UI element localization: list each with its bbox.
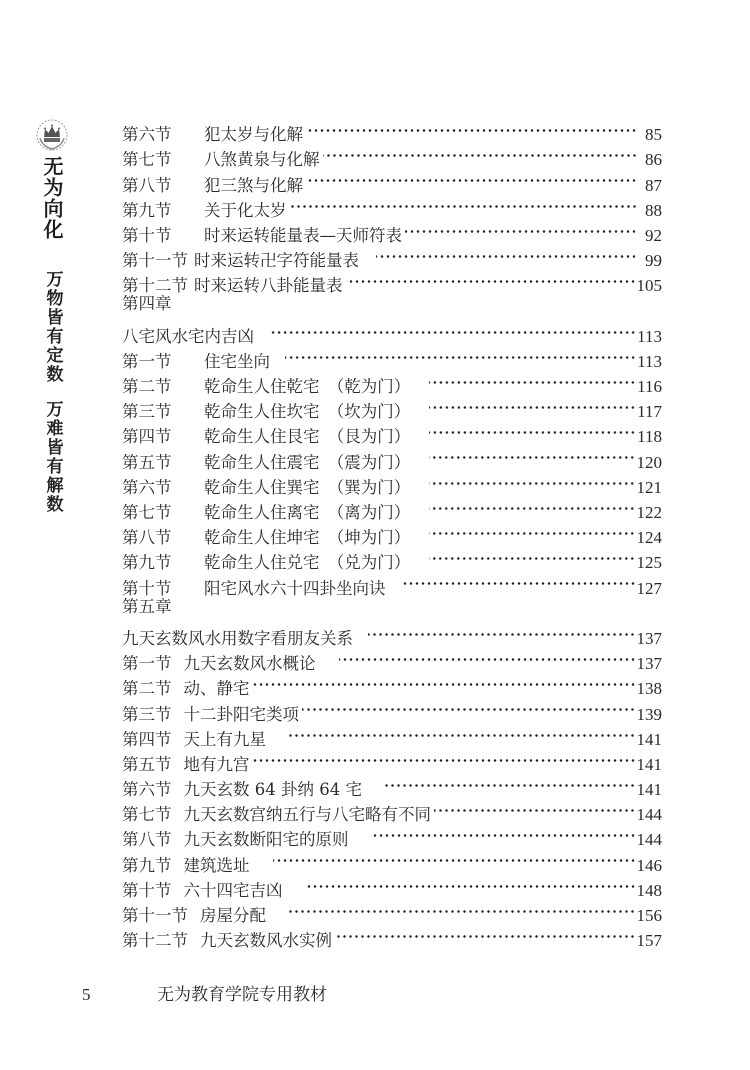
section-title: 八煞黄泉与化解 bbox=[204, 150, 320, 170]
leader-dots bbox=[288, 191, 638, 216]
leader-dots bbox=[283, 342, 636, 367]
side-banner bbox=[28, 118, 76, 514]
section-number: 第四节 bbox=[122, 729, 172, 749]
leader-dots bbox=[427, 417, 636, 442]
section-title: 乾命生人住兑宅 （兑为门） bbox=[204, 553, 411, 573]
section-number: 第六节 bbox=[122, 780, 172, 800]
section-number: 第十节 bbox=[122, 578, 172, 598]
section-number: 第三节 bbox=[122, 704, 172, 724]
page-number: 118 bbox=[637, 427, 662, 447]
leader-dots bbox=[399, 568, 636, 593]
page-number: 121 bbox=[636, 477, 662, 497]
section-number: 第八节 bbox=[122, 528, 172, 548]
page-number: 88 bbox=[645, 200, 662, 220]
section-title: 时来运转能量表—天师符表 bbox=[204, 225, 402, 245]
page-number: 137 bbox=[636, 628, 662, 648]
leader-dots bbox=[427, 468, 635, 493]
page-number: 148 bbox=[636, 880, 662, 900]
section-title: 六十四宅吉凶 bbox=[183, 880, 283, 900]
page-number: 141 bbox=[636, 780, 662, 800]
leader-dots bbox=[344, 266, 636, 291]
leader-dots bbox=[432, 795, 636, 820]
section-title: 时来运转八卦能量表 bbox=[194, 276, 343, 296]
page-number: 92 bbox=[645, 225, 662, 245]
section-number: 第十一节 bbox=[122, 906, 188, 925]
toc-entry[interactable] bbox=[122, 115, 662, 145]
leader-dots bbox=[333, 921, 636, 946]
leader-dots bbox=[427, 392, 636, 417]
page-number: 117 bbox=[637, 402, 662, 422]
section-number: 第四节 bbox=[122, 427, 172, 447]
section-number: 第八节 bbox=[122, 830, 172, 850]
page-number: 144 bbox=[636, 805, 662, 825]
page-footer bbox=[82, 980, 327, 1005]
leader-dots bbox=[374, 241, 637, 266]
section-title: 乾命生人住巽宅 （巽为门） bbox=[204, 477, 411, 497]
chapter-title: 八宅风水宅内吉凶 bbox=[122, 326, 254, 346]
section-title: 阳宅风水六十四卦坐向诀 bbox=[204, 578, 386, 598]
section-title: 建筑选址 bbox=[183, 855, 250, 875]
leader-dots bbox=[271, 845, 636, 870]
page-number: 113 bbox=[637, 326, 662, 346]
leader-dots bbox=[427, 493, 635, 518]
leader-dots bbox=[287, 720, 636, 745]
page-number: 157 bbox=[636, 931, 662, 951]
section-title: 住宅坐向 bbox=[204, 351, 270, 371]
section-number: 第十节 bbox=[122, 225, 172, 245]
leader-dots bbox=[383, 770, 636, 795]
section-title: 犯太岁与化解 bbox=[204, 125, 303, 145]
page-number: 156 bbox=[636, 906, 662, 925]
leader-dots bbox=[321, 140, 638, 165]
toc-chapter-title-entry[interactable] bbox=[122, 317, 662, 346]
section-title: 动、静宅 bbox=[183, 679, 250, 699]
section-number: 第五节 bbox=[122, 754, 172, 774]
page-number: 99 bbox=[645, 251, 662, 271]
leader-dots bbox=[300, 694, 636, 719]
section-title: 乾命生人住坤宅 （坤为门） bbox=[204, 528, 411, 548]
leader-dots bbox=[287, 896, 636, 921]
page-number: 122 bbox=[636, 503, 662, 522]
page-number: 105 bbox=[636, 276, 662, 296]
section-title: 地有九宫 bbox=[183, 754, 250, 774]
section-title: 天上有九星 bbox=[183, 729, 266, 749]
page-number: 137 bbox=[636, 654, 662, 674]
section-number: 第三节 bbox=[122, 402, 172, 422]
section-title: 乾命生人住乾宅 （乾为门） bbox=[204, 377, 411, 397]
page-number: 87 bbox=[645, 175, 662, 195]
motto-vertical-1: 万物皆有定数 bbox=[42, 270, 63, 384]
page-number: 141 bbox=[636, 754, 662, 774]
leader-dots bbox=[427, 543, 635, 568]
section-number: 第十二节 bbox=[122, 931, 188, 951]
section-title: 乾命生人住震宅 （震为门） bbox=[204, 452, 411, 472]
chapter-label: 第五章 bbox=[122, 596, 172, 616]
section-number: 第十二节 bbox=[122, 276, 188, 296]
page-number: 146 bbox=[636, 855, 662, 875]
leader-dots bbox=[427, 518, 635, 543]
motto-vertical-2: 万难皆有解数 bbox=[42, 400, 63, 514]
page-number: 144 bbox=[636, 830, 662, 850]
leader-dots bbox=[427, 442, 635, 467]
page-number: 139 bbox=[636, 704, 662, 724]
section-title: 九天玄数 64 卦纳 64 宅 bbox=[183, 780, 362, 800]
section-number: 第九节 bbox=[122, 553, 172, 573]
crown-laurel-emblem-icon bbox=[34, 118, 70, 152]
page-number: 125 bbox=[636, 553, 662, 573]
section-title: 十二卦阳宅类项 bbox=[183, 704, 299, 724]
section-title: 九天玄数宫纳五行与八宅略有不同 bbox=[183, 805, 431, 825]
section-number: 第二节 bbox=[122, 377, 172, 397]
section-title: 关于化太岁 bbox=[204, 200, 287, 220]
chapter-label: 第四章 bbox=[122, 294, 172, 314]
page-number: 138 bbox=[636, 679, 662, 699]
section-title: 乾命生人住艮宅 （艮为门） bbox=[204, 427, 411, 447]
table-of-contents bbox=[122, 115, 662, 951]
section-title: 时来运转卍字符能量表 bbox=[194, 251, 359, 271]
page-number: 86 bbox=[645, 150, 662, 170]
section-title: 房屋分配 bbox=[200, 906, 266, 925]
section-number: 第一节 bbox=[122, 654, 172, 674]
leader-dots bbox=[403, 216, 637, 241]
section-title: 九天玄数风水概论 bbox=[183, 654, 316, 674]
page-number: 124 bbox=[636, 528, 662, 548]
page-number: 141 bbox=[636, 729, 662, 749]
leader-dots bbox=[267, 317, 636, 342]
section-number: 第八节 bbox=[122, 175, 172, 195]
section-number: 第七节 bbox=[122, 150, 172, 170]
section-number: 第十节 bbox=[122, 880, 172, 900]
section-number: 第五节 bbox=[122, 452, 172, 472]
leader-dots bbox=[366, 619, 636, 644]
leader-dots bbox=[370, 820, 636, 845]
page-number: 85 bbox=[645, 125, 662, 145]
section-number: 第一节 bbox=[122, 351, 172, 371]
section-number: 第七节 bbox=[122, 503, 172, 522]
leader-dots bbox=[251, 669, 636, 694]
section-number: 第六节 bbox=[122, 125, 172, 145]
leader-dots bbox=[304, 115, 637, 140]
toc-chapter-title-entry[interactable] bbox=[122, 619, 662, 648]
brand-title-vertical: 无为向化 bbox=[40, 156, 64, 240]
section-number: 第十一节 bbox=[122, 251, 188, 271]
section-number: 第六节 bbox=[122, 477, 172, 497]
section-number: 第二节 bbox=[122, 679, 172, 699]
leader-dots bbox=[337, 644, 636, 669]
section-title: 九天玄数断阳宅的原则 bbox=[183, 830, 349, 850]
leader-dots bbox=[304, 871, 636, 896]
page-number: 127 bbox=[636, 578, 662, 598]
section-number: 第九节 bbox=[122, 855, 172, 875]
section-title: 九天玄数风水实例 bbox=[200, 931, 332, 951]
section-number: 第七节 bbox=[122, 805, 172, 825]
section-title: 犯三煞与化解 bbox=[204, 175, 303, 195]
page-number: 113 bbox=[637, 351, 662, 371]
footer-text: 无为教育学院专用教材 bbox=[157, 985, 327, 1005]
leader-dots bbox=[251, 745, 636, 770]
footer-page-number: 5 bbox=[82, 985, 91, 1004]
section-title: 乾命生人住离宅 （离为门） bbox=[204, 503, 411, 522]
section-title: 乾命生人住坎宅 （坎为门） bbox=[204, 402, 411, 422]
leader-dots bbox=[304, 165, 637, 190]
section-number: 第九节 bbox=[122, 200, 172, 220]
chapter-title: 九天玄数风水用数字看朋友关系 bbox=[122, 628, 353, 648]
leader-dots bbox=[427, 367, 636, 392]
page-number: 116 bbox=[637, 377, 662, 397]
page-number: 120 bbox=[636, 452, 662, 472]
